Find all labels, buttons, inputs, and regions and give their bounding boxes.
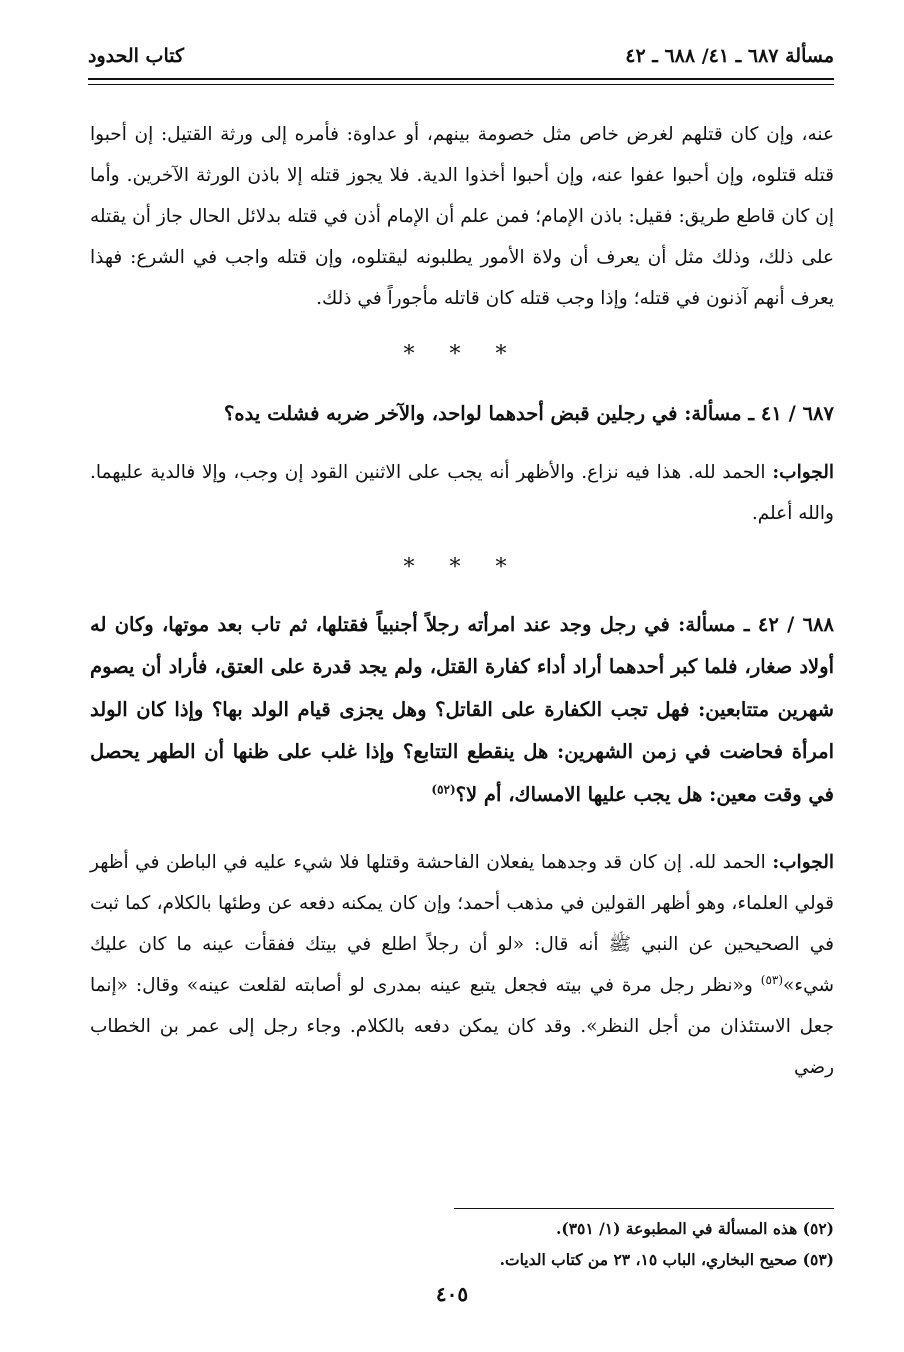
footnote-ref-52[interactable]: (٥٢)	[431, 782, 456, 796]
page-body	[90, 114, 834, 1088]
section-separator: * * *	[403, 554, 521, 580]
answer-text: الحمد لله. هذا فيه نزاع. والأظهر أنه يجب على الاثنين القود إن وجب، وإلا فالدية عليهما. والله أعلم.	[90, 461, 834, 524]
answer-text: الحمد لله. إن كان قد وجدهما يفعلان الفاحشة وقتلها فلا شيء عليه في الباطن في أظهر قولي العلماء، وهو أظهر القولين في مذهب أحمد؛ وإن كان يمكنه دفعه عن وطئها بالكلام، كما ثبت في الصحيحين عن النبي ﷺ أنه قال: «لو أن رجلاً اطلع في بيتك ففقأت عينه ما كان عليك شيء»	[90, 852, 834, 996]
answer-label: الجواب:	[772, 461, 834, 483]
intro-paragraph: عنه، وإن كان قتلهم لغرض خاص مثل خصومة بينهم، أو عداوة: فأمره إلى ورثة القتيل: إن أحبوا قتله قتلوه، وإن أحبوا عفوا عنه، وإن أحبوا أخذوا الدية. فلا يجوز قتله إلا باذن الورثة الآخرين. وأما إن كان قاطع طريق: فقيل: باذن الإمام؛ فمن علم أن الإمام أذن في قتله بدلائل الحال جاز أن يقتله على ذلك، وذلك مثل أن يعرف أن ولاة الأمور يطلبونه ليقتلوه، وإن قتله واجب في الشرع: فهذا يعرف أنهم آذنون في قتله؛ وإذا وجب قتله كان قاتله مأجوراً في ذلك.	[90, 124, 834, 309]
running-header	[88, 42, 834, 70]
header-rule-thick	[88, 78, 834, 80]
answer-text-continued: و«نظر رجل مرة في بيته فجعل يتبع عينه بمدرى لو أصابته لقلعت عينه» وقال: «إنما جعل الاستئذان من أجل النظر». وقد كان يمكن دفعه بالكلام. وجاء رجل إلى عمر بن الخطاب رضي	[90, 975, 834, 1078]
question-label: مسألة:	[684, 402, 742, 425]
header-rule-thin	[88, 84, 834, 85]
footnotes	[90, 1213, 834, 1275]
answer-label: الجواب:	[772, 852, 834, 873]
header-book-title: كتاب الحدود	[88, 45, 185, 67]
question-text: في رجلين قبض أحدهما لواحد، والآخر ضربه فشلت يده؟	[224, 402, 678, 425]
answer-688	[90, 842, 834, 1088]
question-number: ٦٨٨ / ٤٢ ـ	[743, 612, 834, 636]
footnote-53: (٥٣) صحيح البخاري، الباب ١٥، ٢٣ من كتاب الديات.	[499, 1250, 834, 1269]
question-687	[90, 393, 834, 436]
question-label: مسألة:	[678, 612, 736, 636]
question-text: في رجل وجد عند امرأته رجلاً أجنبياً فقتلها، ثم تاب بعد موتها، وكان له أولاد صغار، فلما كبر أحدهما أراد أداء كفارة القتل، ولم يجد قدرة على العتق، فأراد أن يصوم شهرين متتابعين: فهل تجب الكفارة على القاتل؟ وهل يجزى قيام الولد بها؟ وإذا كان الولد امرأة فحاضت في زمن الشهرين: هل ينقطع التتابع؟ وإذا غلب على ظنها أن الطهر يحصل في وقت معين: هل يجب عليها الامساك، أم لا؟	[90, 612, 834, 806]
footnote-ref-53[interactable]: (٥٣)	[760, 972, 784, 987]
question-number: ٦٨٧ / ٤١ ـ	[748, 402, 834, 425]
footnote-52: (٥٢) هذه المسألة في المطبوعة (١/ ٣٥١).	[555, 1219, 834, 1238]
section-separator: * * *	[403, 342, 521, 367]
page-number: ٤٠٥	[435, 1282, 469, 1306]
answer-687	[90, 452, 834, 534]
question-688	[90, 604, 834, 817]
footnote-rule	[454, 1208, 834, 1209]
header-section-label: مسألة ٦٨٧ ـ ٤١/ ٦٨٨ ـ ٤٢	[625, 45, 834, 67]
